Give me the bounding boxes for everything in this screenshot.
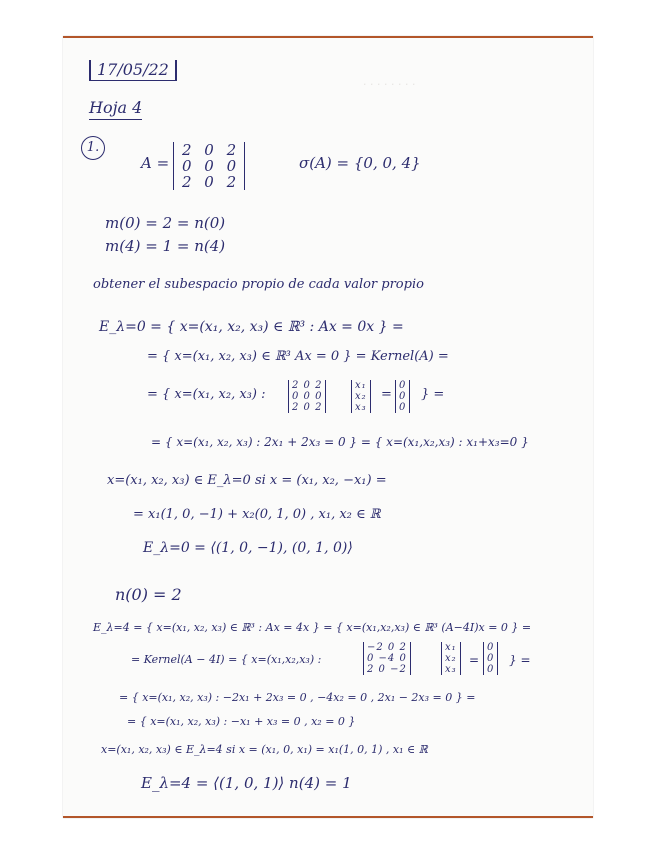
e0-line: E_λ=0 = { x=(x₁, x₂, x₃) ∈ ℝ³ : Ax = 0x } = [99, 319, 404, 335]
e0-line: = { x=(x₁, x₂, x₃) : 2x₁ + 2x₃ = 0 } = { x=(x₁,x₂,x₃) : x₁+x₃=0 } [151, 435, 529, 449]
e4-result: E_λ=4 = ⟨(1, 0, 1)⟩ n(4) = 1 [141, 774, 352, 792]
e0-vector-x [351, 380, 371, 413]
matrix-a-row: 2 0 2 [182, 141, 241, 159]
matrix-a-label: A = [141, 154, 170, 172]
spectrum: σ(A) = {0, 0, 4} [299, 154, 421, 172]
e4-vector-zero [483, 642, 498, 675]
e4-line: = { x=(x₁, x₂, x₃) : −2x₁ + 2x₃ = 0 , −4x₂ = 0 , 2x₁ − 2x₃ = 0 } = [119, 691, 476, 704]
matrix-a-row: 0 0 0 [182, 157, 241, 175]
e0-matrix-row: 2 0 2 [292, 402, 323, 413]
e0-matrix-row: 2 0 2 [292, 380, 323, 391]
e0-line: = { x=(x₁, x₂, x₃) ∈ ℝ³ Ax = 0 } = Kernel(A) = [147, 349, 449, 364]
e0-result: E_λ=0 = ⟨(1, 0, −1), (0, 1, 0)⟩ [143, 540, 353, 556]
e0-vector-entry: x₁ [355, 380, 367, 391]
e4-vector-entry: x₃ [445, 664, 457, 675]
matrix-a [173, 142, 245, 190]
instruction-text: obtener el subespacio propio de cada valor propio [93, 277, 424, 292]
notebook-page [63, 36, 593, 818]
e4-vector-entry: 0 [487, 642, 495, 653]
e0-vector-entry: 0 [399, 380, 407, 391]
sheet-title: Hoja 4 [89, 100, 142, 120]
e0-line: } = [421, 387, 445, 402]
e4-line: x=(x₁, x₂, x₃) ∈ E_λ=4 si x = (x₁, 0, x₁) = x₁(1, 0, 1) , x₁ ∈ ℝ [101, 743, 428, 756]
e4-line: = { x=(x₁, x₂, x₃) : −x₁ + x₃ = 0 , x₂ = 0 } [127, 715, 356, 728]
n0-result: n(0) = 2 [115, 585, 182, 604]
e0-vector-entry: 0 [399, 402, 407, 413]
e4-vector-x [441, 642, 461, 675]
bleed-through-text: · · · · · · · · [363, 78, 416, 91]
e0-vector-zero [395, 380, 410, 413]
e0-vector-entry: x₃ [355, 402, 367, 413]
equals-sign: = [381, 387, 392, 402]
e0-matrix [288, 380, 326, 413]
e4-vector-entry: 0 [487, 664, 495, 675]
e0-vector-entry: 0 [399, 391, 407, 402]
e4-line: E_λ=4 = { x=(x₁, x₂, x₃) ∈ ℝ³ : Ax = 4x } = { x=(x₁,x₂,x₃) ∈ ℝ³ (A−4I)x = 0 } = [93, 621, 532, 634]
e4-line: = Kernel(A − 4I) = { x=(x₁,x₂,x₃) : [131, 653, 322, 666]
e4-line: } = [509, 653, 531, 667]
e4-matrix-row: 2 0 −2 [367, 664, 407, 675]
date-label: 17/05/22 [89, 60, 177, 81]
multiplicity-zero: m(0) = 2 = n(0) [105, 214, 226, 232]
e4-matrix [363, 642, 411, 675]
equals-sign: = [469, 653, 480, 667]
e4-vector-entry: x₂ [445, 653, 457, 664]
e4-vector-entry: 0 [487, 653, 495, 664]
e4-matrix-row: −2 0 2 [367, 642, 407, 653]
exercise-number: 1. [81, 136, 105, 160]
e4-vector-entry: x₁ [445, 642, 457, 653]
e0-line: = { x=(x₁, x₂, x₃) : [147, 387, 266, 402]
e0-line: x=(x₁, x₂, x₃) ∈ E_λ=0 si x = (x₁, x₂, −x₁) = [107, 473, 387, 488]
e4-matrix-row: 0 −4 0 [367, 653, 407, 664]
e0-vector-entry: x₂ [355, 391, 367, 402]
multiplicity-four: m(4) = 1 = n(4) [105, 237, 226, 255]
matrix-a-row: 2 0 2 [182, 173, 241, 191]
e0-matrix-row: 0 0 0 [292, 391, 323, 402]
e0-line: = x₁(1, 0, −1) + x₂(0, 1, 0) , x₁, x₂ ∈ ℝ [133, 507, 381, 522]
